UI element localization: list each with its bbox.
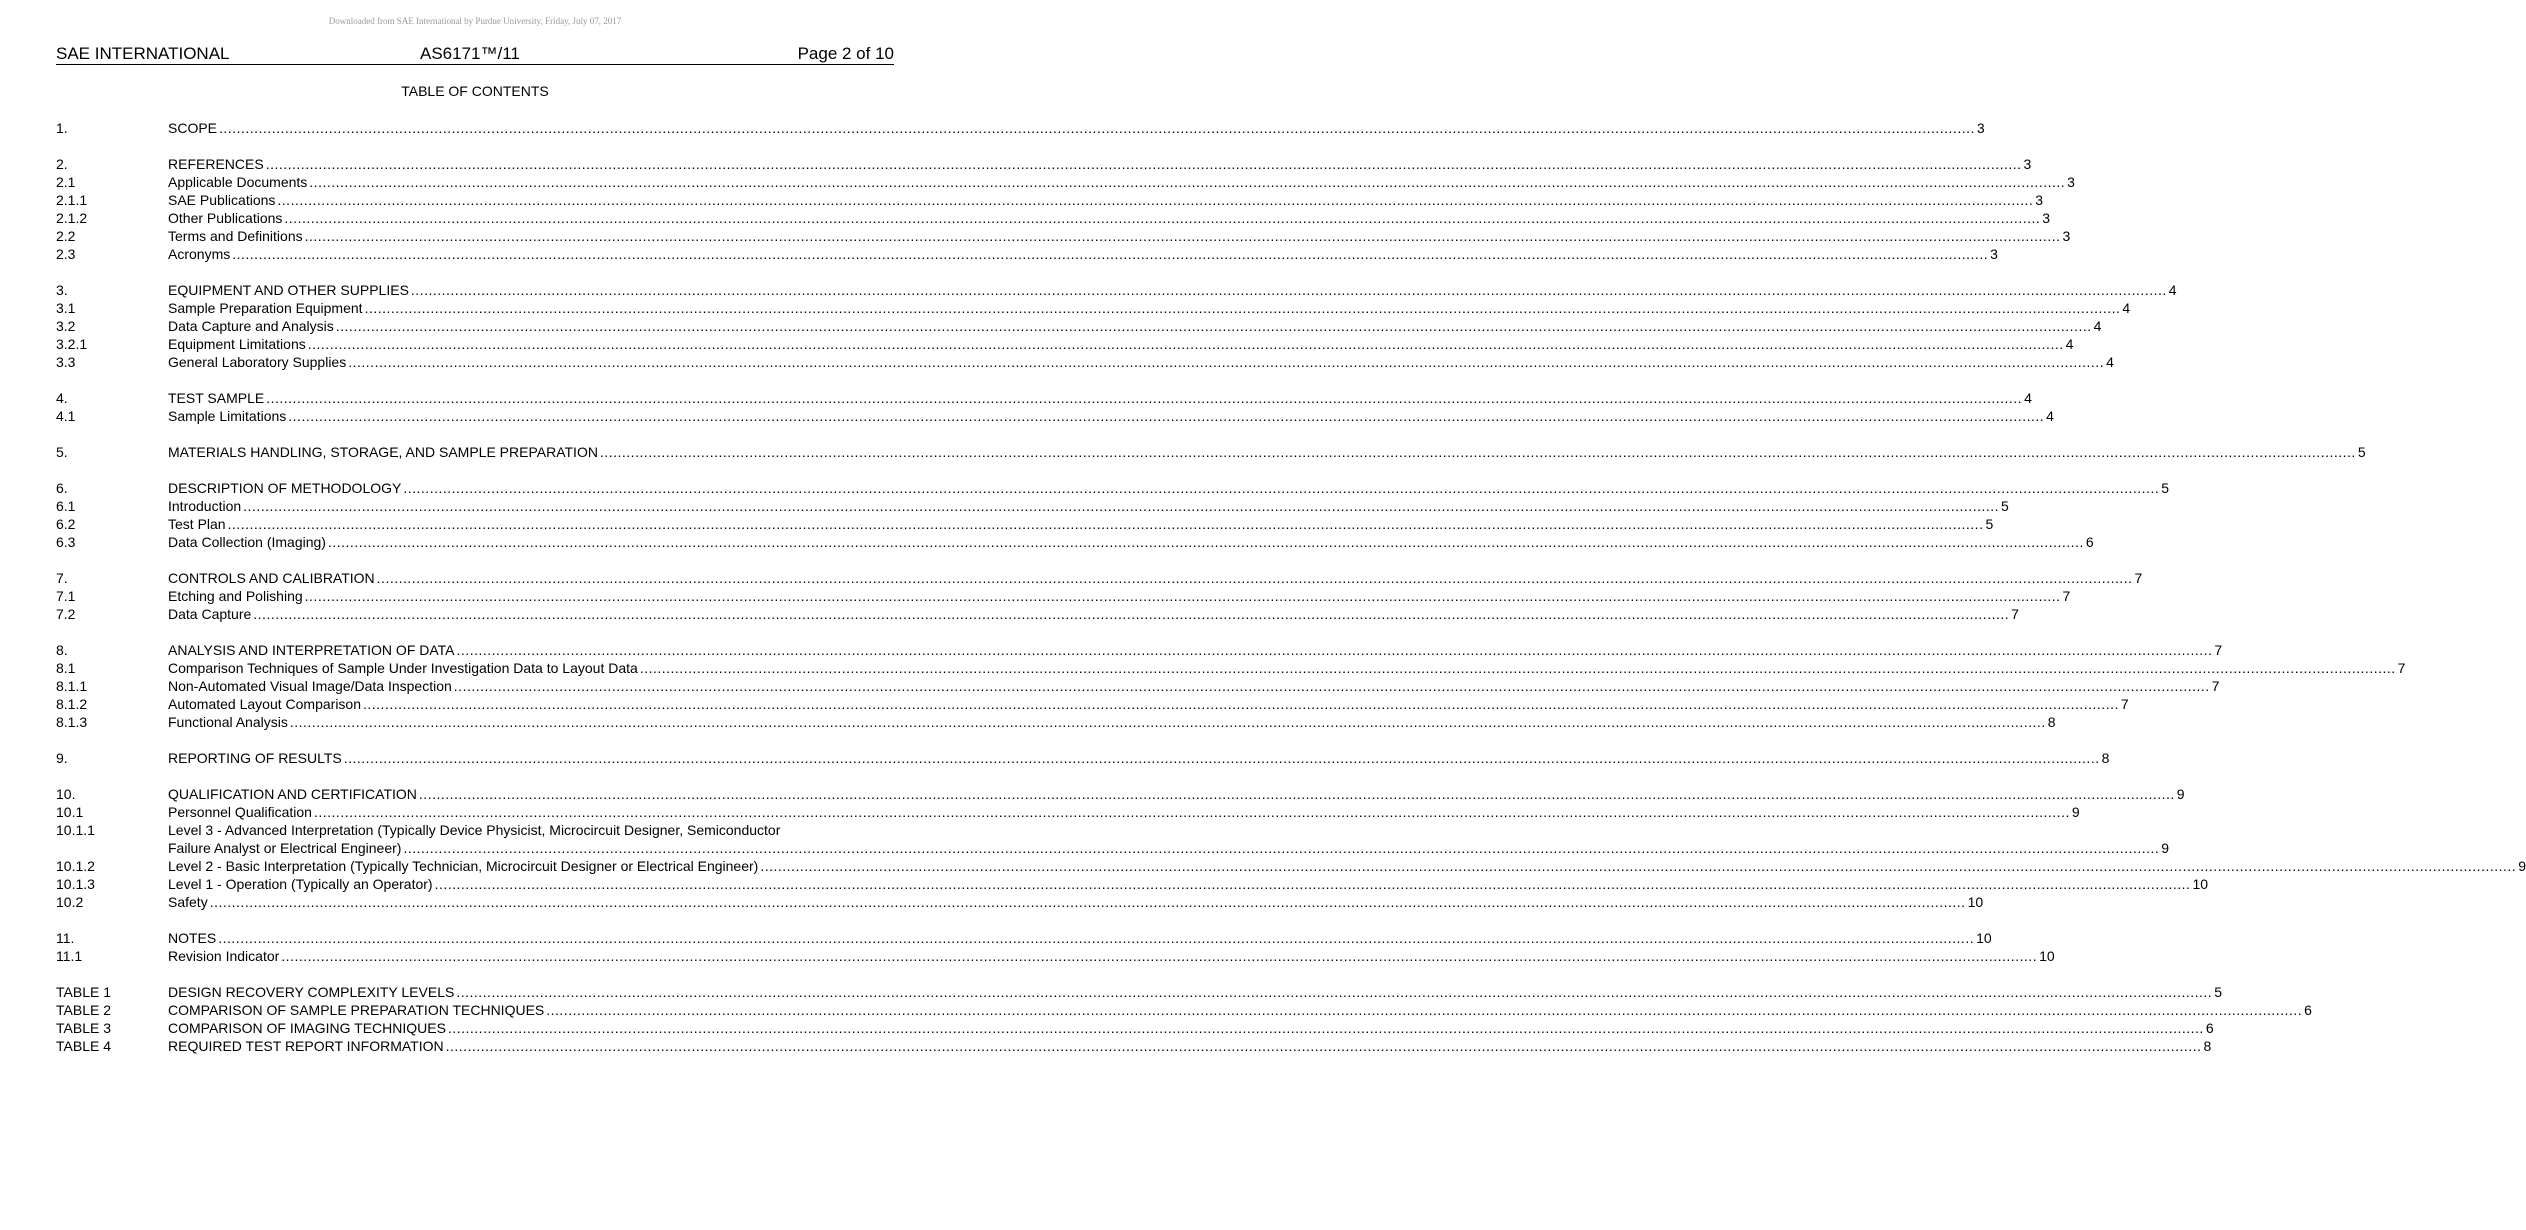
toc-entry-title: Introduction: [168, 498, 242, 514]
toc-entry-number: 2.3: [56, 246, 76, 262]
toc-entry-title: Functional Analysis: [168, 714, 288, 730]
toc-entry-number: 2.1.1: [56, 192, 88, 208]
toc-entry-number: 3.2.1: [56, 336, 88, 352]
toc-entry[interactable]: [56, 893, 1984, 911]
toc-entry-page: 7: [2397, 660, 2406, 676]
toc-entry-title: COMPARISON OF IMAGING TECHNIQUES: [168, 1020, 446, 1036]
toc-entry-number: 6.1: [56, 498, 76, 514]
toc-entry-page: 4: [2024, 390, 2032, 406]
page-header: [56, 44, 894, 65]
toc-entry-number: TABLE 3: [56, 1020, 111, 1036]
toc-entry-page: 9: [2176, 786, 2185, 802]
toc-leader-dots: ................................................................................................................................................................................................................................................................................................................................................................................................................: [266, 390, 2023, 406]
header-doc-id: AS6171™/11: [420, 44, 520, 63]
toc-entry-number: 6.: [56, 480, 68, 496]
toc-entry-number: 11.1: [56, 948, 83, 964]
toc-leader-dots: ................................................................................................................................................................................................................................................................................................................................................................................................................: [209, 894, 1966, 910]
toc-entry[interactable]: [56, 497, 2009, 515]
toc-entry-number: 3.: [56, 282, 68, 298]
toc-entry-number: 10.2: [56, 894, 84, 910]
toc-entry-title: COMPARISON OF SAMPLE PREPARATION TECHNIQUES: [168, 1002, 545, 1018]
toc-entry-title: NOTES: [168, 930, 217, 946]
toc-entry-title: Level 1 - Operation (Typically an Operator): [168, 876, 433, 892]
toc-entry[interactable]: [56, 785, 2185, 803]
toc-entry-title: Sample Limitations: [168, 408, 287, 424]
toc-entry[interactable]: [56, 659, 2406, 677]
toc-entry-title: Terms and Definitions: [168, 228, 303, 244]
toc-entry-number: TABLE 1: [56, 984, 111, 1000]
toc-entry-number: 8.1.3: [56, 714, 88, 730]
toc-entry-title: Level 2 - Basic Interpretation (Typically Technician, Microcircuit Designer or Electrical Engineer): [168, 858, 759, 874]
header-page-number: Page 2 of 10: [797, 44, 894, 63]
toc-entry-title: SCOPE: [168, 120, 218, 136]
toc-entry-number: 10.1.1: [56, 822, 95, 838]
toc-entry[interactable]: [56, 119, 1985, 137]
toc-entry-page: 7: [2062, 588, 2071, 604]
toc-entry[interactable]: [56, 335, 2074, 353]
toc-entry-page: 10: [2192, 876, 2209, 892]
toc-entry-title: Data Capture: [168, 606, 252, 622]
toc-entry-title: CONTROLS AND CALIBRATION: [168, 570, 375, 586]
toc-entry-title: TEST SAMPLE: [168, 390, 265, 406]
toc-entry-title: Other Publications: [168, 210, 283, 226]
toc-leader-dots: ................................................................................................................................................................................................................................................................................................................................................................................................................: [348, 354, 2105, 370]
toc-entry[interactable]: [56, 569, 2143, 587]
toc-leader-dots: ................................................................................................................................................................................................................................................................................................................................................................................................................: [639, 660, 2396, 676]
toc-entry-title: DESCRIPTION OF METHODOLOGY: [168, 480, 402, 496]
toc-entry-number: 3.3: [56, 354, 76, 370]
toc-entry-title: Revision Indicator: [168, 948, 280, 964]
toc-entry-page: 7: [2214, 642, 2223, 658]
toc-leader-dots: ................................................................................................................................................................................................................................................................................................................................................................................................................: [456, 984, 2213, 1000]
toc-entry-page: 5: [2001, 498, 2009, 514]
toc-entry-page: 3: [2067, 174, 2075, 190]
toc-entry-number: TABLE 4: [56, 1038, 111, 1054]
toc-entry-number: 5.: [56, 444, 68, 460]
toc-entry-number: 7.1: [56, 588, 76, 604]
toc-entry-page: 4: [2065, 336, 2074, 352]
toc-leader-dots: ................................................................................................................................................................................................................................................................................................................................................................................................................: [335, 318, 2092, 334]
toc-entry-number: 3.2: [56, 318, 76, 334]
toc-entry[interactable]: [56, 749, 2110, 767]
toc-entry-page: 3: [2042, 210, 2051, 226]
toc-entry-page: 10: [1967, 894, 1984, 910]
toc-entry[interactable]: [56, 947, 2055, 965]
toc-entry-number: 11.: [56, 930, 75, 946]
toc-leader-dots: ................................................................................................................................................................................................................................................................................................................................................................................................................: [289, 714, 2046, 730]
toc-entry-page: 4: [2122, 300, 2131, 316]
toc-leader-dots: ................................................................................................................................................................................................................................................................................................................................................................................................................: [410, 282, 2167, 298]
toc-title: TABLE OF CONTENTS: [401, 83, 549, 99]
toc-entry[interactable]: [56, 1019, 2214, 1037]
toc-entry-page: 10: [2039, 948, 2055, 964]
toc-leader-dots: ................................................................................................................................................................................................................................................................................................................................................................................................................: [288, 408, 2045, 424]
toc-entry[interactable]: [56, 695, 2129, 713]
toc-leader-dots: ................................................................................................................................................................................................................................................................................................................................................................................................................: [277, 192, 2034, 208]
toc-entry-title-continued: Failure Analyst or Electrical Engineer): [168, 840, 402, 856]
toc-leader-dots: ................................................................................................................................................................................................................................................................................................................................................................................................................: [599, 444, 2356, 460]
toc-entry[interactable]: [56, 209, 2051, 227]
toc-leader-dots: ................................................................................................................................................................................................................................................................................................................................................................................................................: [760, 858, 2517, 874]
toc-entry-title: General Laboratory Supplies: [168, 354, 347, 370]
toc-entry-page: 5: [2357, 444, 2366, 460]
toc-entry-number: TABLE 2: [56, 1002, 111, 1018]
toc-entry-page: 7: [2120, 696, 2129, 712]
toc-entry[interactable]: [56, 227, 2071, 245]
toc-entry-title: ANALYSIS AND INTERPRETATION OF DATA: [168, 642, 455, 658]
toc-entry-title: REQUIRED TEST REPORT INFORMATION: [168, 1038, 444, 1054]
toc-entry-title: Equipment Limitations: [168, 336, 306, 352]
toc-leader-dots: ................................................................................................................................................................................................................................................................................................................................................................................................................: [445, 1038, 2202, 1054]
toc-entry[interactable]: [56, 533, 2094, 551]
toc-entry-number: 4.: [56, 390, 68, 406]
toc-leader-dots: ................................................................................................................................................................................................................................................................................................................................................................................................................: [403, 480, 2160, 496]
toc-entry-page: 4: [2046, 408, 2054, 424]
toc-entry-title: Acronyms: [168, 246, 231, 262]
toc-leader-dots: ................................................................................................................................................................................................................................................................................................................................................................................................................: [403, 840, 2160, 856]
toc-entry-page: 10: [1976, 930, 1992, 946]
toc-entry-title: Safety: [168, 894, 208, 910]
toc-leader-dots: ................................................................................................................................................................................................................................................................................................................................................................................................................: [447, 1020, 2204, 1036]
toc-entry-number: 3.1: [56, 300, 76, 316]
toc-entry-page: 5: [2161, 480, 2170, 496]
toc-leader-dots: ................................................................................................................................................................................................................................................................................................................................................................................................................: [304, 588, 2061, 604]
toc-entry-page: 4: [2168, 282, 2177, 298]
toc-entry-page: 3: [2062, 228, 2071, 244]
toc-entry-page: 9: [2161, 840, 2170, 856]
toc-entry-title: Data Collection (Imaging): [168, 534, 326, 550]
toc-entry-title: Data Capture and Analysis: [168, 318, 334, 334]
toc-leader-dots: ................................................................................................................................................................................................................................................................................................................................................................................................................: [363, 696, 2119, 712]
toc-leader-dots: ................................................................................................................................................................................................................................................................................................................................................................................................................: [253, 606, 2010, 622]
toc-entry[interactable]: [56, 245, 1998, 263]
toc-entry[interactable]: [56, 1037, 2212, 1055]
toc-entry-title: SAE Publications: [168, 192, 276, 208]
toc-entry-title: Automated Layout Comparison: [168, 696, 361, 712]
toc-leader-dots: ................................................................................................................................................................................................................................................................................................................................................................................................................: [304, 228, 2061, 244]
toc-entry-title: REPORTING OF RESULTS: [168, 750, 342, 766]
toc-entry-page: 6: [2304, 1002, 2312, 1018]
toc-leader-dots: ................................................................................................................................................................................................................................................................................................................................................................................................................: [307, 336, 2064, 352]
toc-entry-title: Test Plan: [168, 516, 226, 532]
toc-entry-page: 6: [2205, 1020, 2214, 1036]
toc-entry-number: 8.1.1: [56, 678, 88, 694]
toc-leader-dots: ................................................................................................................................................................................................................................................................................................................................................................................................................: [218, 930, 1975, 946]
toc-entry-page: 9: [2518, 858, 2526, 874]
toc-entry[interactable]: [56, 857, 2526, 875]
toc-entry-number: 10.: [56, 786, 76, 802]
toc-entry-page: 9: [2071, 804, 2080, 820]
toc-entry-number: 9.: [56, 750, 68, 766]
toc-leader-dots: ................................................................................................................................................................................................................................................................................................................................................................................................................: [546, 1002, 2303, 1018]
toc-entry[interactable]: [56, 299, 2131, 317]
header-org: SAE INTERNATIONAL: [56, 44, 230, 63]
toc-leader-dots: ................................................................................................................................................................................................................................................................................................................................................................................................................: [327, 534, 2084, 550]
toc-leader-dots: ................................................................................................................................................................................................................................................................................................................................................................................................................: [434, 876, 2191, 892]
toc-entry[interactable]: [56, 407, 2054, 425]
toc-entry-number: 7.2: [56, 606, 76, 622]
toc-leader-dots: ................................................................................................................................................................................................................................................................................................................................................................................................................: [227, 516, 1984, 532]
toc-entry[interactable]: [56, 677, 2220, 695]
toc-entry-number: 8.: [56, 642, 68, 658]
toc-entry[interactable]: [56, 587, 2071, 605]
toc-entry[interactable]: [56, 875, 2209, 893]
toc-entry-title: Personnel Qualification: [168, 804, 312, 820]
toc-entry-page: 7: [2134, 570, 2143, 586]
toc-entry[interactable]: [56, 929, 1992, 947]
toc-entry[interactable]: [56, 155, 2032, 173]
toc-entry[interactable]: [56, 1001, 2312, 1019]
toc-entry[interactable]: [56, 605, 2019, 623]
toc-leader-dots: ................................................................................................................................................................................................................................................................................................................................................................................................................: [284, 210, 2041, 226]
toc-leader-dots: ................................................................................................................................................................................................................................................................................................................................................................................................................: [309, 174, 2066, 190]
toc-entry-number: 7.: [56, 570, 68, 586]
toc-entry-number: 10.1: [56, 804, 84, 820]
toc-entry-title: Sample Preparation Equipment: [168, 300, 363, 316]
toc-entry-page: 4: [2093, 318, 2102, 334]
toc-entry-number: 4.1: [56, 408, 76, 424]
toc-entry-page: 4: [2106, 354, 2114, 370]
toc-entry-title: QUALIFICATION AND CERTIFICATION: [168, 786, 417, 802]
toc-entry-number: 6.2: [56, 516, 76, 532]
toc-entry-number: 2.2: [56, 228, 76, 244]
toc-leader-dots: ................................................................................................................................................................................................................................................................................................................................................................................................................: [313, 804, 2070, 820]
toc-leader-dots: ................................................................................................................................................................................................................................................................................................................................................................................................................: [456, 642, 2213, 658]
toc-leader-dots: ................................................................................................................................................................................................................................................................................................................................................................................................................: [453, 678, 2210, 694]
toc-entry-number: 2.: [56, 156, 68, 172]
toc-entry-page: 3: [1976, 120, 1985, 136]
toc-entry-page: 3: [2035, 192, 2044, 208]
toc-entry[interactable]: [56, 389, 2032, 407]
toc-entry-page: 5: [1985, 516, 1994, 532]
toc-entry-title: Etching and Polishing: [168, 588, 303, 604]
toc-entry[interactable]: [56, 173, 2075, 191]
toc-leader-dots: ................................................................................................................................................................................................................................................................................................................................................................................................................: [281, 948, 2038, 964]
toc-leader-dots: ................................................................................................................................................................................................................................................................................................................................................................................................................: [364, 300, 2121, 316]
toc-entry-page: 6: [2085, 534, 2094, 550]
toc-entry[interactable]: [56, 713, 2056, 731]
toc-entry[interactable]: [56, 641, 2223, 659]
toc-entry-page: 8: [2047, 714, 2056, 730]
toc-entry[interactable]: [56, 443, 2366, 461]
toc-entry[interactable]: [56, 479, 2170, 497]
toc-entry-page: 3: [1990, 246, 1998, 262]
toc-entry-page: 5: [2214, 984, 2222, 1000]
toc-entry-title: Applicable Documents: [168, 174, 308, 190]
toc-entry-number: 10.1.3: [56, 876, 95, 892]
toc-entry-page: 8: [2101, 750, 2110, 766]
toc-leader-dots: ................................................................................................................................................................................................................................................................................................................................................................................................................: [376, 570, 2133, 586]
toc-entry[interactable]: [56, 353, 2114, 371]
toc-leader-dots: ................................................................................................................................................................................................................................................................................................................................................................................................................: [232, 246, 1989, 262]
toc-entry-title: EQUIPMENT AND OTHER SUPPLIES: [168, 282, 409, 298]
toc-entry[interactable]: [56, 983, 2222, 1001]
toc-entry-number: 1.: [56, 120, 68, 136]
toc-entry[interactable]: [56, 515, 1994, 533]
toc-entry[interactable]: [56, 191, 2044, 209]
toc-entry-number: 6.3: [56, 534, 76, 550]
toc-entry-title: REFERENCES: [168, 156, 264, 172]
toc-leader-dots: ................................................................................................................................................................................................................................................................................................................................................................................................................: [265, 156, 2022, 172]
toc-entry-title: Non-Automated Visual Image/Data Inspection: [168, 678, 452, 694]
toc-entry-title: Level 3 - Advanced Interpretation (Typically Device Physicist, Microcircuit Designer, Semiconductor: [168, 822, 781, 838]
toc-entry[interactable]: [56, 821, 2170, 857]
toc-entry-page: 7: [2011, 606, 2019, 622]
toc-entry[interactable]: [56, 317, 2102, 335]
toc-entry-page: 8: [2203, 1038, 2212, 1054]
toc-entry[interactable]: [56, 803, 2080, 821]
toc-entry-number: 2.1.2: [56, 210, 88, 226]
toc-entry-page: 3: [2023, 156, 2032, 172]
toc-entry-number: 2.1: [56, 174, 76, 190]
toc-leader-dots: ................................................................................................................................................................................................................................................................................................................................................................................................................: [219, 120, 1975, 136]
toc-entry[interactable]: [56, 281, 2177, 299]
toc-entry-number: 10.1.2: [56, 858, 95, 874]
toc-entry-title: MATERIALS HANDLING, STORAGE, AND SAMPLE PREPARATION: [168, 444, 598, 460]
toc-entry-title: Comparison Techniques of Sample Under Investigation Data to Layout Data: [168, 660, 638, 676]
toc-entry-number: 8.1: [56, 660, 76, 676]
download-watermark: Downloaded from SAE International by Purdue University, Friday, July 07, 2017: [328, 16, 622, 26]
toc-entry-number: 8.1.2: [56, 696, 88, 712]
table-of-contents: [56, 119, 2526, 1055]
toc-leader-dots: ................................................................................................................................................................................................................................................................................................................................................................................................................: [418, 786, 2175, 802]
toc-leader-dots: ................................................................................................................................................................................................................................................................................................................................................................................................................: [343, 750, 2100, 766]
toc-entry-page: 7: [2211, 678, 2220, 694]
toc-leader-dots: ................................................................................................................................................................................................................................................................................................................................................................................................................: [243, 498, 2000, 514]
toc-entry-title: DESIGN RECOVERY COMPLEXITY LEVELS: [168, 984, 455, 1000]
